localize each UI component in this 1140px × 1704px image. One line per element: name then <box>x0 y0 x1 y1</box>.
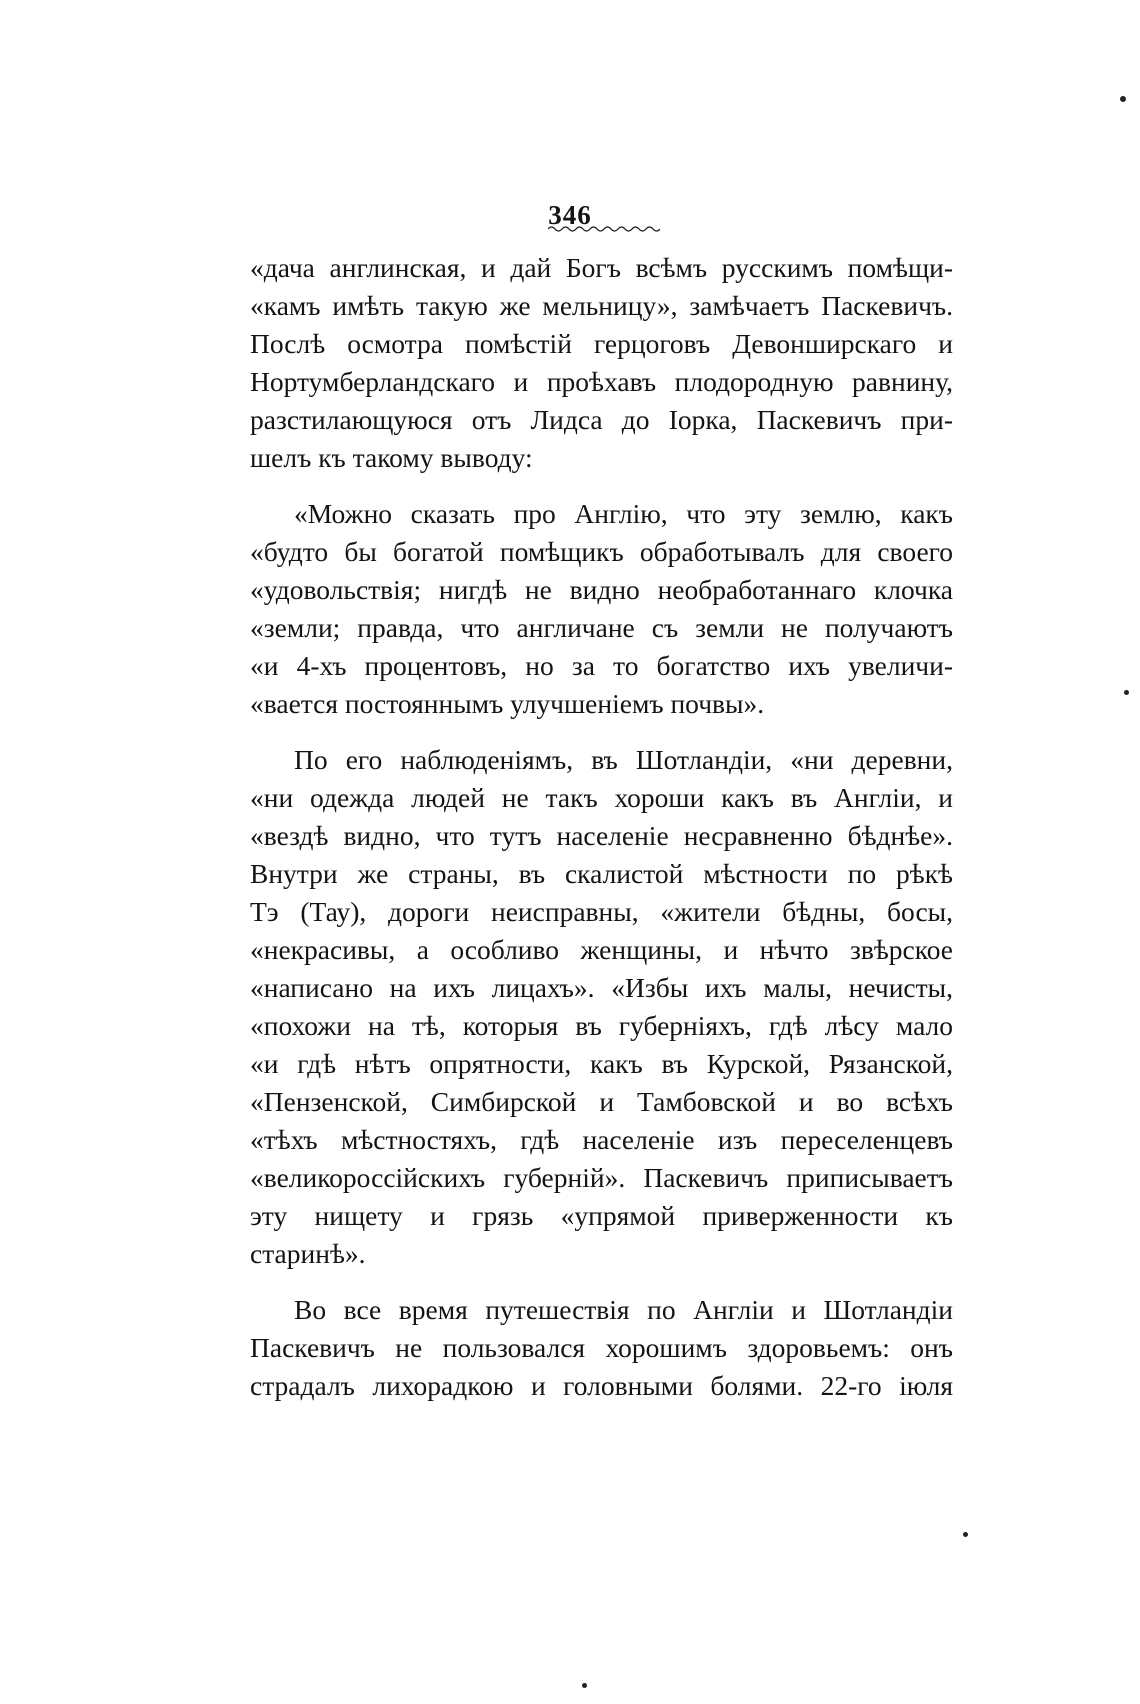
margin-speck <box>1124 690 1129 695</box>
text-line: «дача англинская, и дай Богъ всѣмъ русскимъ помѣщи- <box>250 252 953 283</box>
text-line: Нортумберландскаго и проѣхавъ плодородную равнину, <box>250 366 953 397</box>
text-line: По его наблюденіямъ, въ Шотландіи, «ни деревни, <box>294 744 953 775</box>
text-line: «камъ имѣть такую же мельницу», замѣчаетъ Паскевичъ. <box>250 290 953 321</box>
margin-speck <box>582 1683 587 1688</box>
page-number-wavy-rule <box>548 224 660 234</box>
body-text <box>250 249 953 1405</box>
quote-line: «удовольствія; нигдѣ не видно необработаннаго клочка <box>250 574 953 605</box>
text-line: «и гдѣ нѣтъ опрятности, какъ въ Курской, Рязанской, <box>250 1048 953 1079</box>
margin-speck <box>1120 96 1126 102</box>
text-line: «великороссійскихъ губерній». Паскевичъ приписываетъ <box>250 1162 953 1193</box>
quote-line: «земли; правда, что англичане съ земли не получаютъ <box>250 612 953 643</box>
quote-line: «Можно сказать про Англію, что эту землю, какъ <box>294 498 953 529</box>
text-line: Во все время путешествія по Англіи и Шотландіи <box>294 1294 953 1325</box>
quote-line: «вается постояннымъ улучшеніемъ почвы». <box>250 688 765 719</box>
page-number: 346 <box>548 200 592 230</box>
text-line: «похожи на тѣ, которыя въ губерніяхъ, гдѣ лѣсу мало <box>250 1010 953 1041</box>
text-line: Паскевичъ не пользовался хорошимъ здоровьемъ: онъ <box>250 1332 953 1363</box>
text-line: «вездѣ видно, что тутъ населеніе несравненно бѣднѣе». <box>250 820 953 851</box>
text-line: «ни одежда людей не такъ хороши какъ въ Англіи, и <box>250 782 953 813</box>
text-line: Тэ (Тау), дороги неисправны, «жители бѣдны, босы, <box>250 896 953 927</box>
text-line: «некрасивы, а особливо женщины, и нѣчто звѣрское <box>250 934 953 965</box>
quote-line: «и 4-хъ процентовъ, но за то богатство ихъ увеличи- <box>250 650 953 681</box>
text-line: «тѣхъ мѣстностяхъ, гдѣ населеніе изъ переселенцевъ <box>250 1124 953 1155</box>
text-line: страдалъ лихорадкою и головными болями. 22-го іюля <box>250 1370 953 1401</box>
quote-line: «будто бы богатой помѣщикъ обработывалъ для своего <box>250 536 953 567</box>
text-line: шелъ къ такому выводу: <box>250 442 533 473</box>
text-line: «Пензенской, Симбирской и Тамбовской и во всѣхъ <box>250 1086 953 1117</box>
text-line: старинѣ». <box>250 1238 366 1269</box>
margin-speck <box>963 1532 968 1537</box>
text-line: разстилающуюся отъ Лидса до Іорка, Паскевичъ при- <box>250 404 953 435</box>
text-line: эту нищету и грязь «упрямой приверженности къ <box>250 1200 953 1231</box>
text-line: «написано на ихъ лицахъ». «Избы ихъ малы, нечисты, <box>250 972 953 1003</box>
text-line: Послѣ осмотра помѣстій герцоговъ Девонширскаго и <box>250 328 953 359</box>
text-line: Внутри же страны, въ скалистой мѣстности по рѣкѣ <box>250 858 953 889</box>
